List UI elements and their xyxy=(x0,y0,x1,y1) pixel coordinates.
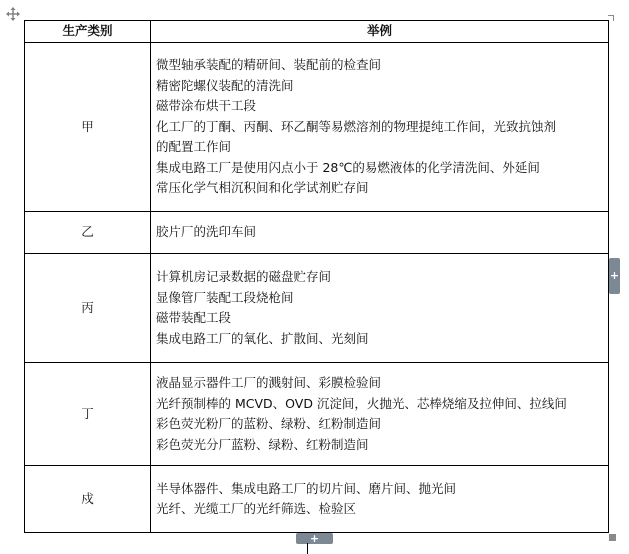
table-resize-handle[interactable] xyxy=(609,534,616,541)
category-cell: 丁 xyxy=(25,363,151,466)
examples-cell xyxy=(151,254,609,363)
example-line: 彩色荧光粉厂的蓝粉、绿粉、红粉制造间 xyxy=(156,416,382,431)
category-cell: 戍 xyxy=(25,466,151,533)
category-cell: 甲 xyxy=(25,43,151,212)
example-line: 磁带装配工段 xyxy=(156,310,232,325)
production-category-table xyxy=(24,20,609,533)
table-move-handle-icon[interactable] xyxy=(6,6,20,20)
category-cell: 乙 xyxy=(25,212,151,254)
example-line: 集成电路工厂的氧化、扩散间、光刻间 xyxy=(156,330,369,346)
table-row xyxy=(25,212,609,254)
table-header-row xyxy=(25,21,609,43)
examples-cell xyxy=(151,212,609,254)
examples-cell xyxy=(151,363,609,466)
add-row-button[interactable] xyxy=(296,533,333,544)
example-line: 光纤预制棒的 MCVD、OVD 沉淀间，火抛光、芯棒烧缩及拉伸间、拉线间 xyxy=(156,395,567,411)
example-line: 光纤、光缆工厂的光纤筛选、检验区 xyxy=(156,501,357,516)
example-line: 磁带涂布烘干工段 xyxy=(156,98,257,114)
example-line: 化工厂的丁酮、丙酮、环乙酮等易燃溶剂的物理提纯工作间，光致抗蚀剂 xyxy=(156,118,557,134)
header-category: 生产类别 xyxy=(25,21,151,43)
example-line: 集成电路工厂是使用闪点小于 28℃的易燃液体的化学清洗间、外延间 xyxy=(156,159,540,175)
header-examples: 举例 xyxy=(151,21,609,43)
example-line: 微型轴承装配的精研间、装配前的检查间 xyxy=(156,57,382,73)
example-line: 显像管厂装配工段烧枪间 xyxy=(156,289,294,305)
table-row xyxy=(25,254,609,363)
plus-icon: + xyxy=(309,532,320,545)
table-row xyxy=(25,363,609,466)
example-line: 彩色荧光分厂蓝粉、绿粉、红粉制造间 xyxy=(156,436,369,452)
add-column-button[interactable] xyxy=(609,258,620,294)
example-line: 常压化学气相沉积间和化学试剂贮存间 xyxy=(156,180,369,196)
example-line: 半导体器件、集成电路工厂的切片间、磨片间、抛光间 xyxy=(156,480,457,496)
example-line: 液晶显示器件工厂的溅射间、彩膜检验间 xyxy=(156,375,382,390)
examples-cell xyxy=(151,43,609,212)
example-line: 胶片厂的洗印车间 xyxy=(156,224,257,240)
example-line: 计算机房记录数据的磁盘贮存间 xyxy=(156,269,332,284)
plus-icon: + xyxy=(609,269,620,282)
example-line: 精密陀螺仪装配的清洗间 xyxy=(156,77,294,93)
table-row xyxy=(25,466,609,533)
examples-cell xyxy=(151,466,609,533)
text-cursor xyxy=(307,543,308,554)
table-row xyxy=(25,43,609,212)
example-line: 的配置工作间 xyxy=(156,139,232,155)
category-cell: 丙 xyxy=(25,254,151,363)
